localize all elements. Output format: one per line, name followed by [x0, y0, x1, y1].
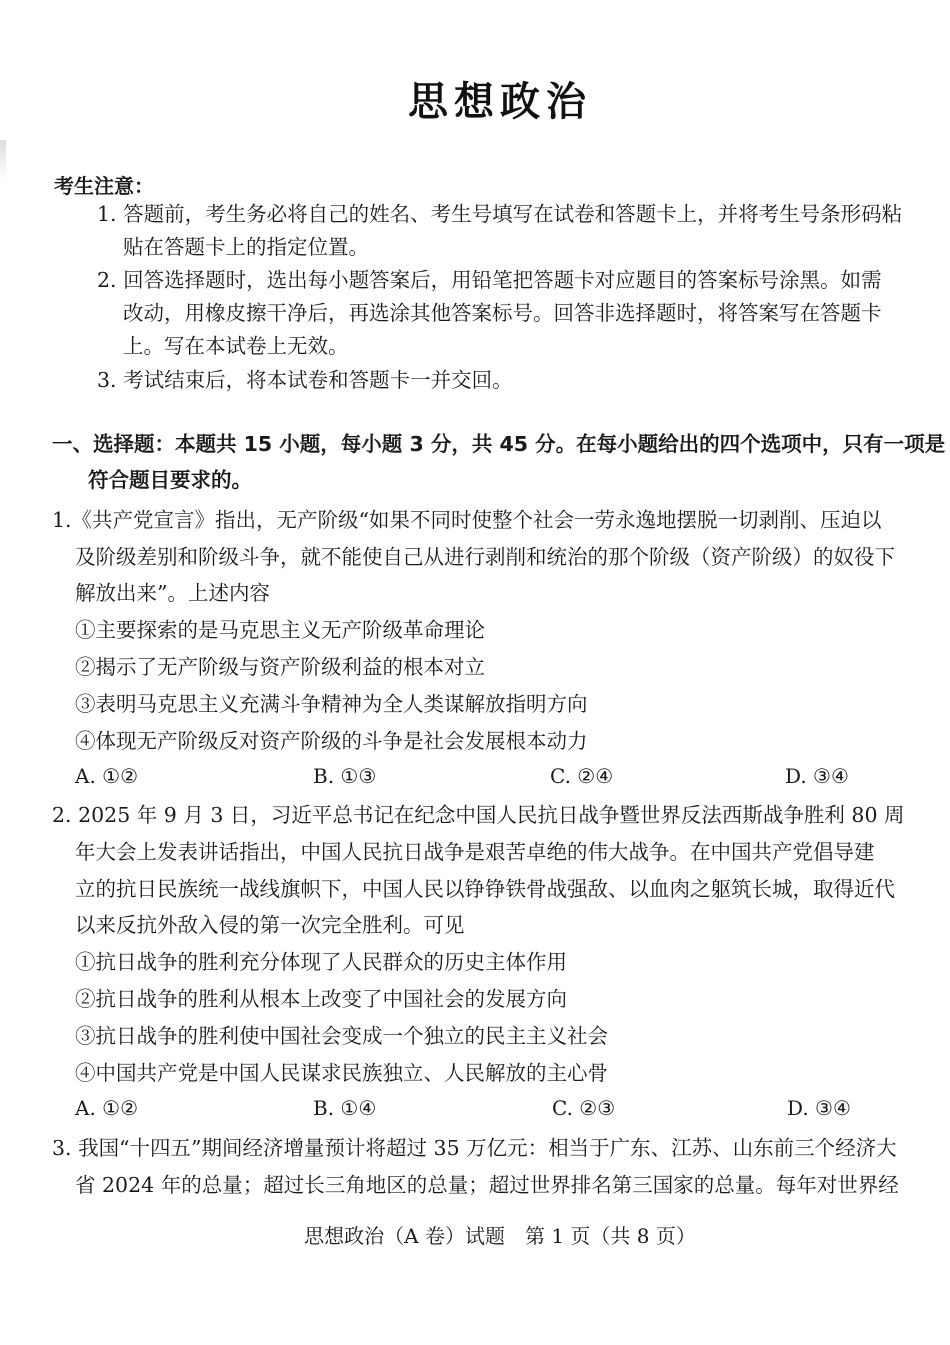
option-c: C. ②③: [552, 1096, 616, 1120]
statement-item: ①主要探索的是马克思主义无产阶级革命理论: [75, 618, 485, 642]
statement-item: ③表明马克思主义充满斗争精神为全人类谋解放指明方向: [75, 692, 588, 716]
question-stem: 2. 2025 年 9 月 3 日，习近平总书记在纪念中国人民抗日战争暨世界反法西斯战争胜利 80 周: [52, 803, 905, 827]
question-stem: 省 2024 年的总量；超过长三角地区的总量；超过世界排名第三国家的总量。每年对世界经: [75, 1173, 899, 1197]
section-heading-cont: 符合题目要求的。: [88, 468, 252, 492]
notice-line: 上。写在本试卷上无效。: [123, 334, 349, 358]
notice-line: 改动，用橡皮擦干净后，再选涂其他答案标号。回答非选择题时，将答案写在答题卡: [123, 301, 882, 325]
notice-line: 2. 回答选择题时，选出每小题答案后，用铅笔把答题卡对应题目的答案标号涂黑。如需: [97, 268, 882, 292]
page-footer: 思想政治（A 卷）试题 第 1 页（共 8 页）: [304, 1224, 696, 1248]
notice-line: 3. 考试结束后，将本试卷和答题卡一并交回。: [97, 368, 513, 392]
section-heading: 一、选择题：本题共 15 小题，每小题 3 分，共 45 分。在每小题给出的四个选项中，只有一项是: [52, 432, 946, 456]
question-stem: 1.《共产党宣言》指出，无产阶级“如果不同时使整个社会一劳永逸地摆脱一切剥削、压迫以: [52, 508, 882, 532]
page-title: 思想政治: [408, 79, 592, 125]
statement-item: ②抗日战争的胜利从根本上改变了中国社会的发展方向: [75, 987, 567, 1011]
statement-item: ①抗日战争的胜利充分体现了人民群众的历史主体作用: [75, 950, 567, 974]
option-b: B. ①③: [313, 764, 377, 788]
notice-line: 1. 答题前，考生务必将自己的姓名、考生号填写在试卷和答题卡上，并将考生号条形码粘: [97, 202, 903, 226]
question-stem: 年大会上发表讲话指出，中国人民抗日战争是艰苦卓绝的伟大战争。在中国共产党倡导建: [75, 840, 875, 864]
option-a: A. ①②: [75, 764, 139, 788]
notice-heading: 考生注意：: [54, 174, 154, 198]
statement-item: ②揭示了无产阶级与资产阶级利益的根本对立: [75, 655, 485, 679]
notice-line: 贴在答题卡上的指定位置。: [123, 235, 369, 259]
statement-item: ④中国共产党是中国人民谋求民族独立、人民解放的主心骨: [75, 1061, 608, 1085]
option-a: A. ①②: [75, 1096, 139, 1120]
option-d: D. ③④: [785, 764, 849, 788]
statement-item: ③抗日战争的胜利使中国社会变成一个独立的民主主义社会: [75, 1024, 608, 1048]
question-stem: 3. 我国“十四五”期间经济增量预计将超过 35 万亿元：相当于广东、江苏、山东前三个经济大: [52, 1136, 897, 1160]
option-d: D. ③④: [787, 1096, 851, 1120]
question-stem: 以来反抗外敌入侵的第一次完全胜利。可见: [75, 913, 465, 937]
scan-edge-mark: [0, 140, 6, 180]
option-c: C. ②④: [550, 764, 614, 788]
question-stem: 及阶级差别和阶级斗争，就不能使自己从进行剥削和统治的那个阶级（资产阶级）的奴役下: [75, 545, 895, 569]
question-stem: 立的抗日民族统一战线旗帜下，中国人民以铮铮铁骨战强敌、以血肉之躯筑长城，取得近代: [75, 877, 895, 901]
question-stem: 解放出来”。上述内容: [75, 581, 270, 605]
option-b: B. ①④: [313, 1096, 377, 1120]
statement-item: ④体现无产阶级反对资产阶级的斗争是社会发展根本动力: [75, 729, 588, 753]
